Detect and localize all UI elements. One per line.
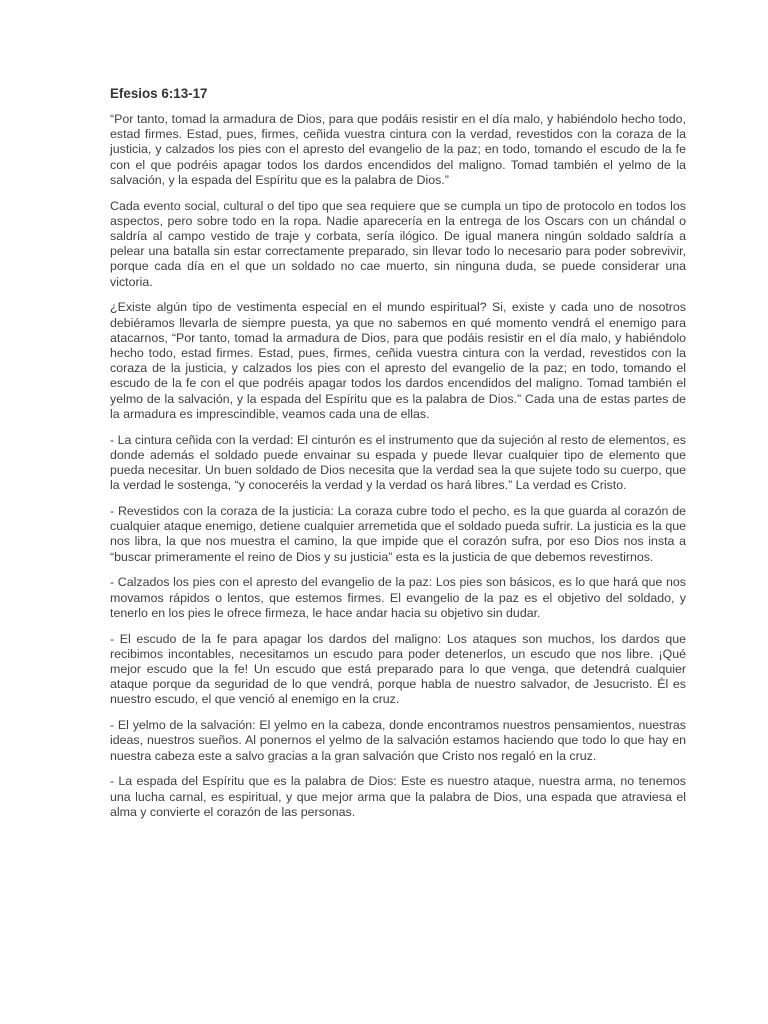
paragraph-shield-of-faith: - El escudo de la fe para apagar los dardos del maligno: Los ataques son muchos, los dardos que recibimos incontables, necesitamos un escudo para poder detenerlos, un escudo que nos libre. ¡Qué mejor escudo que la fe! Un escudo que está preparado para lo que venga, que detendrá cualquier ataque porque da seguridad de lo que vendrá, porque habla de nuestro salvador, de Jesucristo. Él es nuestro escudo, el que venció al enemigo en la cruz. [110, 631, 686, 707]
paragraph-protocol: Cada evento social, cultural o del tipo que sea requiere que se cumpla un tipo de protocolo en todos los aspectos, pero sobre todo en la ropa. Nadie aparecería en la entrega de los Oscars con un chándal o saldría al campo vestido de traje y corbata, sería ilógico. De igual manera ningún soldado saldría a pelear una batalla sin estar correctamente preparado, sin llevar todo lo necesario para poder sobrevivir, porque cada día en el que un soldado no cae muerto, sin ninguna duda, se puede considerar una victoria. [110, 198, 686, 289]
paragraph-helmet-of-salvation: - El yelmo de la salvación: El yelmo en la cabeza, donde encontramos nuestros pensamientos, nuestras ideas, nuestros sueños. Al ponernos el yelmo de la salvación estamos haciendo que todo lo que hay en nuestra cabeza este a salvo gracias a la gran salvación que Cristo nos regaló en la cruz. [110, 718, 686, 763]
paragraph-scripture-quote: “Por tanto, tomad la armadura de Dios, para que podáis resistir en el día malo, y habiéndolo hecho todo, estad firmes. Estad, pues, firmes, ceñida vuestra cintura con la verdad, revestidos con la coraza de la justicia, y calzados los pies con el apresto del evangelio de la paz; en todo, tomando el escudo de la fe con el que podréis apagar todos los dardos encendidos del maligno. Tomad también el yelmo de la salvación, y la espada del Espíritu que es la palabra de Dios.” [110, 112, 686, 187]
paragraph-feet-gospel-of-peace: - Calzados los pies con el apresto del evangelio de la paz: Los pies son básicos, es lo que hará que nos movamos rápidos o lentos, que estemos firmes. El evangelio de la paz es el objetivo del soldado, y tenerlo en los pies le ofrece firmeza, le hace andar hacia su objetivo sin dudar. [110, 575, 686, 620]
paragraph-breastplate-of-justice: - Revestidos con la coraza de la justicia: La coraza cubre todo el pecho, es la que guarda al corazón de cualquier ataque enemigo, detiene cualquier arremetida que el soldado pueda sufrir. La justicia es la que nos libra, la que nos muestra el camino, la que impide que el corazón sufra, por eso Dios nos insta a “buscar primeramente el reino de Dios y su justicia” esta es la justicia de que debemos revestirnos. [110, 504, 686, 564]
document-title: Efesios 6:13-17 [110, 86, 208, 101]
paragraph-sword-of-spirit: - La espada del Espíritu que es la palabra de Dios: Este es nuestro ataque, nuestra arma, no tenemos una lucha carnal, es espiritual, y que mejor arma que la palabra de Dios, una espada que atraviesa el alma y convierte el corazón de las personas. [110, 774, 686, 819]
paragraph-belt-of-truth: - La cintura ceñida con la verdad: El cinturón es el instrumento que da sujeción al resto de elementos, es donde además el soldado puede envainar su espada y puede llevar cualquier tipo de elemento que pueda necesitar. Un buen soldado de Dios necesita que la verdad sea la que sujete todo su cuerpo, que la verdad le sostenga, “y conoceréis la verdad y la verdad os hará libres.” La verdad es Cristo. [110, 432, 686, 493]
paragraph-spiritual-clothing: ¿Existe algún tipo de vestimenta especial en el mundo espiritual? Si, existe y cada uno de nosotros debiéramos llevarla de siempre puesta, ya que no sabemos en qué momento vendrá el enemigo para atacarnos, “Por tanto, tomad la armadura de Dios, para que podáis resistir en el día malo, y habiéndolo hecho todo, estad firmes. Estad, pues, firmes, ceñida vuestra cintura con la verdad, revestidos con la coraza de la justicia, y calzados los pies con el apresto del evangelio de la paz; en todo, tomando el escudo de la fe con el que podréis apagar todos los dardos encendidos del maligno. Tomad también el yelmo de la salvación, y la espada del Espíritu que es la palabra de Dios.” Cada una de estas partes de la armadura es imprescindible, veamos cada una de ellas. [110, 300, 686, 421]
